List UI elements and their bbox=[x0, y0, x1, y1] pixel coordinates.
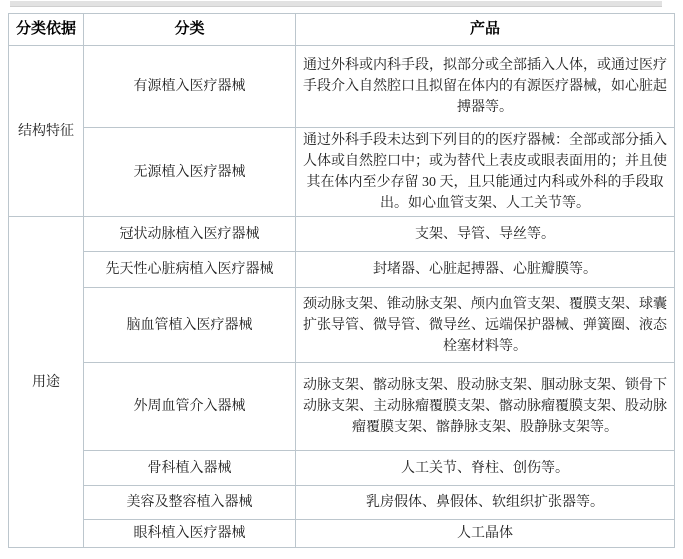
category-cell: 美容及整容植入器械 bbox=[84, 486, 296, 520]
products-cell: 人工关节、脊柱、创伤等。 bbox=[296, 451, 675, 486]
table-row bbox=[9, 217, 675, 252]
top-crop-strip bbox=[10, 1, 662, 7]
products-cell: 通过外科或内科手段，拟部分或全部插入人体，或通过医疗手段介入自然腔口且拟留在体内的有源医疗器械，如心脏起搏器等。 bbox=[296, 46, 675, 128]
products-cell: 动脉支架、髂动脉支架、股动脉支架、腘动脉支架、锁骨下动脉支架、主动脉瘤覆膜支架、髂动脉瘤覆膜支架、股动脉瘤覆膜支架、髂静脉支架、股静脉支架等。 bbox=[296, 363, 675, 451]
products-cell: 通过外科手段未达到下列目的的医疗器械：全部或部分插入人体或自然腔口中；或为替代上表皮或眼表面用的；并且使其在体内至少存留 30 天，且只能通过内科或外科的手段取出。如心血管支架、人工关节等。 bbox=[296, 128, 675, 217]
header-cell-category: 分类 bbox=[84, 14, 296, 46]
category-cell: 冠状动脉植入医疗器械 bbox=[84, 217, 296, 252]
category-cell: 脑血管植入医疗器械 bbox=[84, 288, 296, 363]
table-row bbox=[9, 128, 675, 217]
header-cell-basis: 分类依据 bbox=[9, 14, 84, 46]
header-cell-products: 产品 bbox=[296, 14, 675, 46]
table-row bbox=[9, 451, 675, 486]
classification-table bbox=[8, 13, 675, 548]
table-row bbox=[9, 486, 675, 520]
products-cell: 颈动脉支架、锥动脉支架、颅内血管支架、覆膜支架、球囊扩张导管、微导管、微导丝、远端保护器械、弹簧圈、液态栓塞材料等。 bbox=[296, 288, 675, 363]
products-cell: 封堵器、心脏起搏器、心脏瓣膜等。 bbox=[296, 252, 675, 288]
table-row bbox=[9, 363, 675, 451]
category-cell: 有源植入医疗器械 bbox=[84, 46, 296, 128]
basis-cell-structure: 结构特征 bbox=[9, 46, 84, 217]
basis-cell-usage: 用途 bbox=[9, 217, 84, 548]
table-row bbox=[9, 46, 675, 128]
category-cell: 眼科植入医疗器械 bbox=[84, 520, 296, 548]
category-cell: 先天性心脏病植入医疗器械 bbox=[84, 252, 296, 288]
category-cell: 骨科植入器械 bbox=[84, 451, 296, 486]
products-cell: 支架、导管、导丝等。 bbox=[296, 217, 675, 252]
products-cell: 乳房假体、鼻假体、软组织扩张器等。 bbox=[296, 486, 675, 520]
category-cell: 外周血管介入器械 bbox=[84, 363, 296, 451]
category-cell: 无源植入医疗器械 bbox=[84, 128, 296, 217]
table-row bbox=[9, 252, 675, 288]
table-row bbox=[9, 520, 675, 548]
products-cell: 人工晶体 bbox=[296, 520, 675, 548]
table-row bbox=[9, 288, 675, 363]
header-row bbox=[9, 14, 675, 46]
